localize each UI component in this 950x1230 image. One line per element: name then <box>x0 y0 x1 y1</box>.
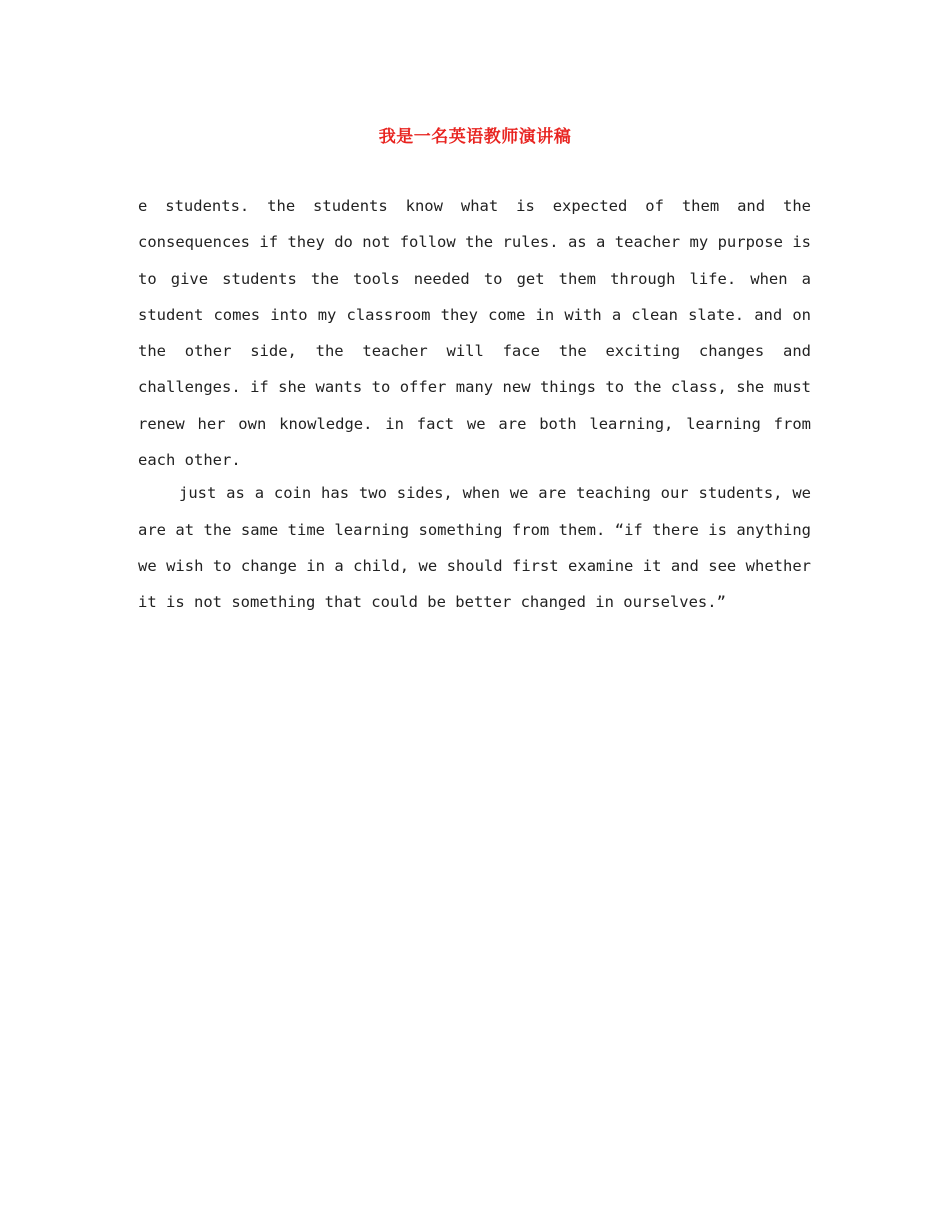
document-title: 我是一名英语教师演讲稿 <box>378 127 572 147</box>
document-body <box>138 188 811 621</box>
body-paragraph-1: e students. the students know what is expected of them and the consequences if they do not follow the rules. as a teacher my purpose is to give students the tools needed to get them through life. when a student comes into my classroom they come in with a clean slate. and on the other side, the teacher will face the exciting changes and challenges. if she wants to offer many new things to the class, she must renew her own knowledge. in fact we are both learning, learning from each other. <box>138 197 811 470</box>
body-paragraph-2: just as a coin has two sides, when we are teaching our students, we are at the same time learning something from them. “if there is anything we wish to change in a child, we should first examine it and see whether it is not something that could be better changed in ourselves.” <box>138 484 811 612</box>
